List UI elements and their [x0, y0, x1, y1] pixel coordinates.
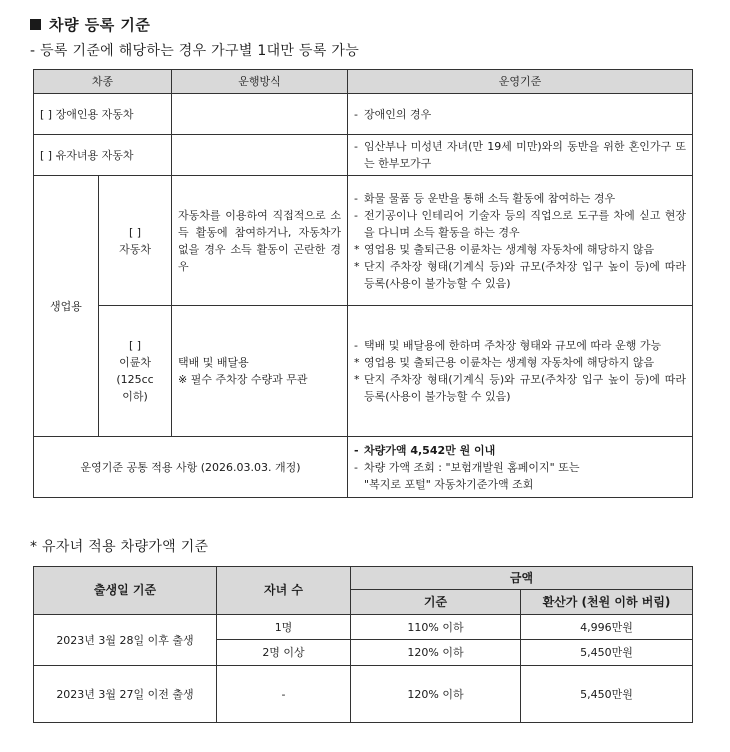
common-line3: "복지로 포털" 자동차기준가액 조회	[364, 477, 534, 491]
header-type: 차종	[34, 70, 172, 94]
type-bike	[99, 306, 172, 437]
business-label: 생업용	[34, 176, 99, 437]
criteria-child	[348, 135, 693, 176]
operation-bike-line1: 택배 및 배달용	[178, 356, 249, 369]
common-line1: - 차량가액 4,542만 원 이내	[354, 442, 686, 459]
header-birth: 출생일 기준	[34, 567, 217, 615]
type-disabled: [ ] 장애인용 자동차	[34, 94, 172, 135]
vehicle-criteria-table	[33, 69, 693, 498]
criteria-item: - 장애인의 경우	[354, 106, 686, 123]
common-line2: - 차량 가액 조회 : "보험개발원 홈페이지" 또는	[354, 459, 686, 476]
criteria-item: * 단지 주차장 형태(기계식 등)와 규모(주차장 입구 높이 등)에 따라 등록(사용이 불가능할 수 있음)	[354, 371, 686, 405]
common-criteria	[348, 437, 693, 498]
criteria-item: - 전기공이나 인테리어 기술자 등의 직업으로 도구를 차에 싣고 현장을 다니며 소득 활동을 하는 경우	[354, 207, 686, 241]
header-standard: 기준	[351, 590, 521, 615]
checkbox-bracket: [ ]	[128, 339, 142, 352]
heading-title: 차량 등록 기준	[49, 16, 151, 34]
operation-car-text: 자동차를 이용하여 직접적으로 소득 활동에 참여하거나, 자동차가 없을 경우 소득 활동이 곤란한 경우	[178, 208, 342, 273]
converted-cell: 5,450만원	[521, 666, 693, 723]
children-cell: -	[217, 666, 351, 723]
criteria-bike	[348, 306, 693, 437]
header-amount: 금액	[351, 567, 693, 590]
criteria-car	[348, 176, 693, 306]
criteria-item: * 단지 주차장 형태(기계식 등)와 규모(주차장 입구 높이 등)에 따라 등록(사용이 불가능할 수 있음)	[354, 258, 686, 292]
type-car	[99, 176, 172, 306]
section-heading	[30, 14, 150, 35]
operation-child	[172, 135, 348, 176]
header-children: 자녀 수	[217, 567, 351, 615]
children-cell: 2명 이상	[217, 640, 351, 666]
header-operation: 운행방식	[172, 70, 348, 94]
children-cell: 1명	[217, 615, 351, 640]
converted-cell: 5,450만원	[521, 640, 693, 666]
header-converted: 환산가 (천원 이하 버림)	[521, 590, 693, 615]
standard-cell: 120% 이하	[351, 666, 521, 723]
birth-before: 2023년 3월 27일 이전 출생	[34, 666, 217, 723]
criteria-item: - 택배 및 배달용에 한하며 주차장 형태와 규모에 따라 운행 가능	[354, 337, 686, 354]
square-bullet-icon	[30, 19, 41, 30]
type-bike-cc: (125cc	[116, 373, 154, 386]
child-vehicle-value-table	[33, 566, 693, 723]
type-child: [ ] 유자녀용 자동차	[34, 135, 172, 176]
criteria-item: * 영업용 및 출퇴근용 이륜차는 생계형 자동차에 해당하지 않음	[354, 241, 686, 258]
criteria-item: - 화물 물품 등 운반을 통해 소득 활동에 참여하는 경우	[354, 190, 686, 207]
operation-bike	[172, 306, 348, 437]
type-bike-label: 이륜차	[119, 356, 151, 369]
converted-cell: 4,996만원	[521, 615, 693, 640]
type-car-label: 자동차	[119, 242, 151, 256]
checkbox-bracket: [ ]	[128, 225, 142, 239]
subtitle: - 등록 기준에 해당하는 경우 가구별 1대만 등록 가능	[30, 43, 360, 59]
type-bike-cc2: 이하)	[122, 390, 148, 403]
operation-disabled	[172, 94, 348, 135]
criteria-disabled	[348, 94, 693, 135]
standard-cell: 110% 이하	[351, 615, 521, 640]
standard-cell: 120% 이하	[351, 640, 521, 666]
criteria-item: * 영업용 및 출퇴근용 이륜차는 생계형 자동차에 해당하지 않음	[354, 354, 686, 371]
header-criteria: 운영기준	[348, 70, 693, 94]
operation-car	[172, 176, 348, 306]
operation-bike-line2: ※ 필수 주차장 수량과 무관	[178, 373, 308, 386]
section2-title: * 유자녀 적용 차량가액 기준	[30, 539, 209, 555]
common-label: 운영기준 공통 적용 사항 (2026.03.03. 개정)	[34, 437, 348, 498]
birth-after: 2023년 3월 28일 이후 출생	[34, 615, 217, 666]
criteria-item: - 임산부나 미성년 자녀(만 19세 미만)와의 동반을 위한 혼인가구 또는 한부모가구	[354, 138, 686, 172]
